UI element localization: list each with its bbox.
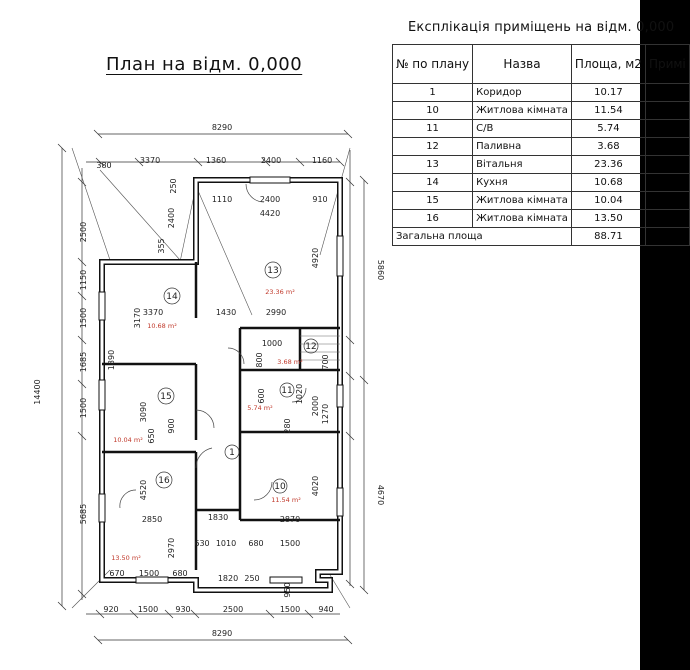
dim-bottom-inner-5: 250 (244, 574, 260, 583)
dim-bottom-inner-1: 670 (109, 569, 125, 578)
dim-bottom-inner-4: 1820 (217, 574, 239, 583)
row-num: 1 (393, 84, 473, 102)
dim-misc-2: 250 (169, 178, 178, 194)
row-area: 13.50 (571, 210, 645, 228)
dim-bottom-6: 940 (318, 605, 334, 614)
dim-misc-23: 1890 (107, 349, 116, 371)
row-area: 11.54 (571, 102, 645, 120)
header-num: № по плану (393, 45, 473, 84)
room-16-area: 13.50 m² (111, 554, 141, 562)
table-row (393, 174, 690, 192)
row-note (645, 192, 689, 210)
dim-bottom-5: 1500 (279, 605, 301, 614)
dim-top-4: 2400 (260, 156, 282, 165)
header-note: Примі (645, 45, 689, 84)
row-num: 16 (393, 210, 473, 228)
dim-misc-27: 800 (255, 352, 264, 368)
room-11-area: 5.74 m² (247, 404, 273, 412)
dim-inner-top-2: 2400 (259, 195, 281, 204)
dim-bottom-inner-2: 1500 (138, 569, 160, 578)
dim-misc-14: 2870 (279, 515, 301, 524)
dim-misc-26: 2000 (311, 395, 320, 417)
dim-misc-6: 1430 (215, 308, 237, 317)
row-num: 12 (393, 138, 473, 156)
row-name: Кухня (473, 174, 572, 192)
dim-top-3: 1360 (205, 156, 227, 165)
room-15-area: 10.04 m² (113, 436, 143, 444)
dim-left-6: 5685 (79, 503, 88, 525)
dim-right-upper: 5860 (376, 259, 385, 281)
row-name: Житлова кімната (473, 210, 572, 228)
dim-overall-top: 8290 (211, 123, 233, 132)
row-name: Вітальня (473, 156, 572, 174)
dim-bottom-1: 920 (103, 605, 119, 614)
dim-misc-19: 630 (194, 539, 210, 548)
row-num: 10 (393, 102, 473, 120)
row-note (645, 156, 689, 174)
dim-misc-9: 700 (321, 354, 330, 370)
total-area: 88.71 (571, 228, 645, 246)
table-row (393, 138, 690, 156)
row-name: С/В (473, 120, 572, 138)
table-total-row (393, 228, 690, 246)
row-area: 23.36 (571, 156, 645, 174)
dim-top-2: 3370 (139, 156, 161, 165)
room-13-number: 13 (267, 266, 279, 276)
room-16-number: 16 (158, 476, 170, 486)
row-num: 11 (393, 120, 473, 138)
table-row (393, 120, 690, 138)
row-name: Коридор (473, 84, 572, 102)
room-14-number: 14 (166, 292, 178, 302)
row-note (645, 138, 689, 156)
dim-misc-10: 3090 (139, 401, 148, 423)
dim-inner-top-1: 1110 (211, 195, 233, 204)
dim-misc-21: 680 (248, 539, 264, 548)
dim-overall-left: 14400 (33, 379, 42, 405)
header-area: Площа, м2 (571, 45, 645, 84)
dim-left-4: 1685 (79, 351, 88, 373)
row-note (645, 210, 689, 228)
row-area: 3.68 (571, 138, 645, 156)
dim-bottom-inner-3: 680 (172, 569, 188, 578)
dim-misc-24: 1000 (261, 339, 283, 348)
dim-top-5: 1160 (311, 156, 333, 165)
dim-misc-3: 4920 (311, 247, 320, 269)
dim-misc-16: 900 (167, 418, 176, 434)
room-15-number: 15 (160, 392, 172, 402)
row-name: Паливна (473, 138, 572, 156)
explication-table (392, 44, 690, 246)
dim-misc-4: 3170 (133, 307, 142, 329)
dim-left-3: 1500 (79, 307, 88, 329)
row-num: 14 (393, 174, 473, 192)
room-10-number: 10 (274, 482, 286, 492)
dim-bottom-3: 930 (175, 605, 191, 614)
room-11-number: 11 (281, 386, 293, 396)
row-note (645, 84, 689, 102)
dim-misc-25: 1020 (295, 383, 304, 405)
dim-misc-12: 4520 (139, 479, 148, 501)
row-area: 10.17 (571, 84, 645, 102)
row-note (645, 120, 689, 138)
room-13-area: 23.36 m² (265, 288, 295, 296)
table-header-row (393, 45, 690, 84)
plan-title: План на відм. 0,000 (106, 54, 303, 75)
row-num: 13 (393, 156, 473, 174)
dim-left-5: 1500 (79, 397, 88, 419)
dim-misc-22: 1500 (279, 539, 301, 548)
dim-left-2: 1150 (79, 269, 88, 291)
row-name: Житлова кімната (473, 192, 572, 210)
dim-misc-11: 2850 (141, 515, 163, 524)
dim-misc-29: 600 (257, 388, 266, 404)
header-name: Назва (473, 45, 572, 84)
row-note (645, 174, 689, 192)
dim-bottom-inner-6: 950 (283, 582, 292, 598)
dim-misc-20: 1010 (215, 539, 237, 548)
room-1-number: 1 (229, 448, 235, 458)
total-note (645, 228, 689, 246)
room-12-number: 12 (305, 342, 317, 352)
explication-title: Експлікація приміщень на відм. 0,000 (408, 20, 675, 35)
table-row (393, 156, 690, 174)
dim-room13-width: 4420 (259, 209, 281, 218)
dim-misc-0: 2400 (167, 207, 176, 229)
dim-left-1: 2500 (79, 221, 88, 243)
dim-overall-bottom: 8290 (211, 629, 233, 638)
dim-misc-7: 2990 (265, 308, 287, 317)
table-row (393, 102, 690, 120)
dim-misc-1: 355 (157, 238, 166, 254)
dim-top-1: 380 (96, 161, 112, 170)
room-10-area: 11.54 m² (271, 496, 301, 504)
dim-bottom-4: 2500 (222, 605, 244, 614)
dim-misc-8: 1270 (321, 403, 330, 425)
dim-misc-28: 280 (283, 418, 292, 434)
dim-inner-top-3: 910 (312, 195, 328, 204)
row-area: 10.68 (571, 174, 645, 192)
total-label: Загальна площа (393, 228, 572, 246)
table-row (393, 84, 690, 102)
row-num: 15 (393, 192, 473, 210)
row-area: 5.74 (571, 120, 645, 138)
dim-misc-15: 4020 (311, 475, 320, 497)
dim-misc-5: 3370 (142, 308, 164, 317)
table-row (393, 210, 690, 228)
row-name: Житлова кімната (473, 102, 572, 120)
dim-misc-18: 2970 (167, 537, 176, 559)
row-area: 10.04 (571, 192, 645, 210)
row-note (645, 102, 689, 120)
dim-misc-17: 650 (147, 428, 156, 444)
room-12-area: 3.68 m² (277, 358, 303, 366)
dim-right-lower: 4670 (376, 484, 385, 506)
dim-bottom-2: 1500 (137, 605, 159, 614)
room-14-area: 10.68 m² (147, 322, 177, 330)
table-row (393, 192, 690, 210)
dim-misc-13: 1830 (207, 513, 229, 522)
